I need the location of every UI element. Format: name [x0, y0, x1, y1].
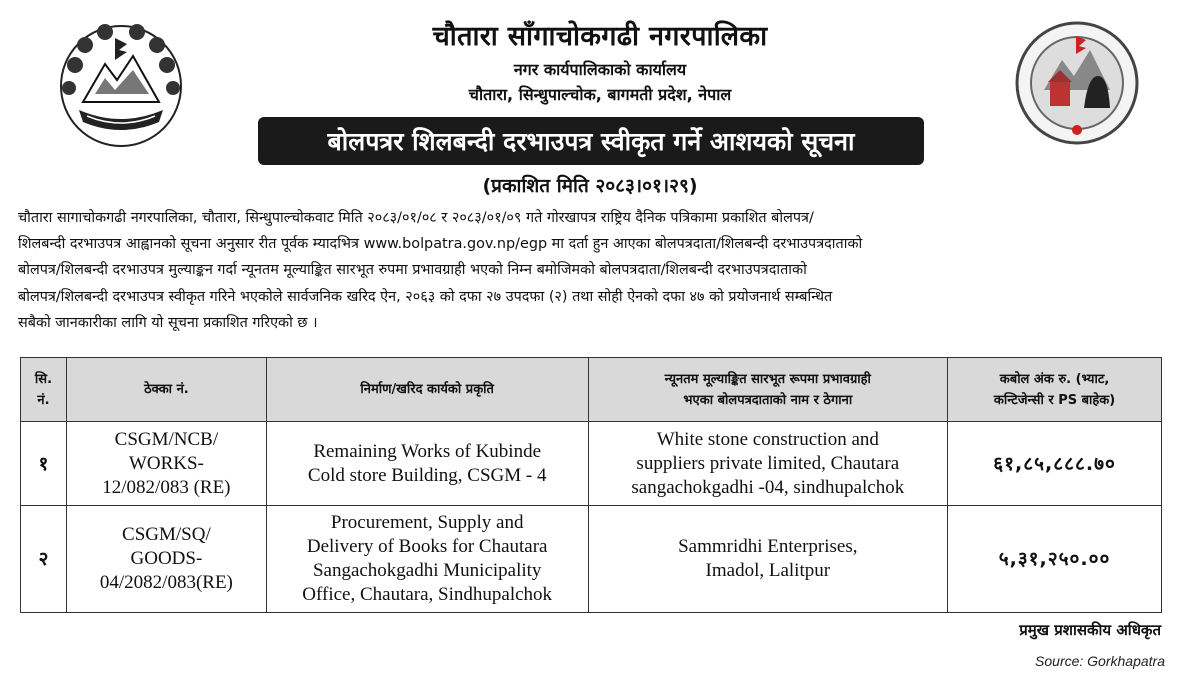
row-bidder: Sammridhi Enterprises, Imadol, Lalitpur	[588, 506, 948, 613]
header-sn: सि. नं.	[21, 358, 67, 422]
header-amount: कबोल अंक रु. (भ्याट, कन्टिजेन्सी र PS बाहेक)	[948, 358, 1162, 422]
header-contract: ठेक्का नं.	[66, 358, 266, 422]
table-row	[21, 506, 1162, 613]
row-nature: Procurement, Supply and Delivery of Books for Chautara Sangachokgadhi Municipality Office, Chautara, Sindhupalchok	[266, 506, 588, 613]
row-contract: CSGM/NCB/ WORKS- 12/082/083 (RE)	[66, 422, 266, 506]
row-nature: Remaining Works of Kubinde Cold store Building, CSGM - 4	[266, 422, 588, 506]
notice-title-banner	[258, 117, 924, 165]
notice-title: बोलपत्रर शिलबन्दी दरभाउपत्र स्वीकृत गर्ने आशयको सूचना	[327, 127, 855, 156]
row-contract: CSGM/SQ/ GOODS- 04/2082/083(RE)	[66, 506, 266, 613]
row-bidder: White stone construction and suppliers private limited, Chautara sangachokgadhi -04, sindhupalchok	[588, 422, 948, 506]
org-name: चौतारा साँगाचोकगढी नगरपालिका	[432, 21, 768, 52]
row-amount: ६१,८५,८८८.७०	[948, 422, 1162, 506]
body-line: सबैको जानकारीका लागि यो सूचना प्रकाशित गरिएको छ ।	[18, 314, 318, 331]
office-address: चौतारा, सिन्धुपाल्चोक, बागमती प्रदेश, नेपाल	[468, 85, 732, 104]
body-line: बोलपत्र/शिलबन्दी दरभाउपत्र मुल्याङ्कन गर्दा न्यूनतम मूल्याङ्कित सारभूत रुपमा प्रभावग्राही भएको निम्न बमोजिमको बोलपत्रदाता/शिलबन्दी दरभाउपत्रदाताको	[18, 262, 807, 279]
municipality-seal-icon	[1014, 20, 1140, 146]
nepal-coat-of-arms-icon	[55, 20, 187, 152]
header-nature: निर्माण/खरिद कार्यको प्रकृति	[266, 358, 588, 422]
header-bidder: न्यूनतम मूल्याङ्कित सारभूत रूपमा प्रभावग्राही भएका बोलपत्रदाताको नाम र ठेगाना	[588, 358, 948, 422]
source-credit: Source: Gorkhapatra	[1035, 653, 1165, 669]
table-header-row	[21, 358, 1162, 422]
table-row	[21, 422, 1162, 506]
office-name: नगर कार्यपालिकाको कार्यालय	[513, 60, 687, 79]
published-date: (प्रकाशित मिति २०८३।०१।२९)	[482, 175, 698, 197]
signatory: प्रमुख प्रशासकीय अधिकृत	[1019, 621, 1161, 639]
award-table	[20, 357, 1162, 613]
row-sn: २	[21, 506, 67, 613]
body-line: शिलबन्दी दरभाउपत्र आह्वानको सूचना अनुसार रीत पूर्वक म्यादभित्र www.bolpatra.gov.np/egp मा दर्ता हुन आएका बोलपत्रदाता/शिलबन्दी दरभाउपत्रदाताको	[18, 236, 863, 253]
row-sn: १	[21, 422, 67, 506]
notice-body	[18, 205, 1164, 336]
body-line: चौतारा सागाचोकगढी नगरपालिका, चौतारा, सिन्धुपाल्चोकवाट मिति २०८३/०१/०८ र २०८३/०१/०९ गते गोरखापत्र राष्ट्रिय दैनिक पत्रिकामा प्रकाशित बोलपत्र/	[18, 210, 814, 226]
row-amount: ५,३१,२५०.००	[948, 506, 1162, 613]
body-line: बोलपत्र/शिलबन्दी दरभाउपत्र स्वीकृत गरिने भएकोले सार्वजनिक खरिद ऐन, २०६३ को दफा २७ उपदफा (२) तथा सोही ऐनको दफा ४७ को प्रयोजनार्थ सम्बन्धित	[18, 288, 833, 305]
